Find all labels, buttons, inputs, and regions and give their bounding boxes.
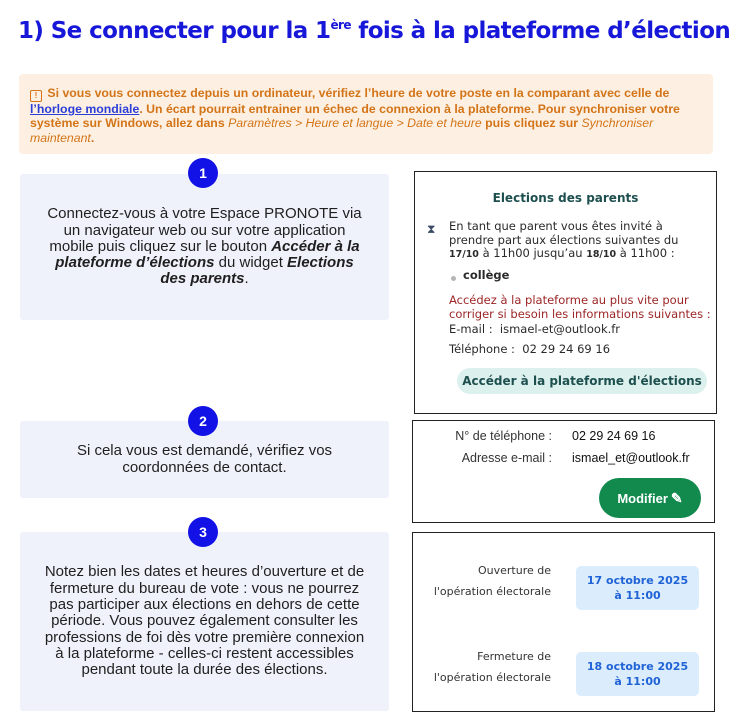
voting-dates-panel (412, 532, 715, 712)
closing-date-badge: 18 octobre 2025 à 11:00 (576, 652, 699, 696)
election-college: collège (463, 268, 510, 282)
widget-phone: Téléphone : 02 29 24 69 16 (449, 342, 611, 356)
email-value: ismael_et@outlook.fr (572, 451, 690, 465)
step-3-instructions: Notez bien les dates et heures d’ouverture et de fermeture du bureau de vote : vous ne pourrez pas participer aux élections en dehors de cette période. Vous pouvez également consulter les professions de foi dès votre première connexion à la plateforme - celles-ci restent accessibles pendant toute la durée des élections. (20, 532, 389, 711)
elections-widget (414, 171, 717, 414)
step-1-badge: 1 (188, 158, 218, 188)
step-1-instructions: Connectez-vous à votre Espace PRONOTE via un navigateur web ou sur votre application mobile puis cliquez sur le bouton Accéder à la plateforme d’élections du widget Elections des parents. (20, 174, 389, 320)
widget-warning: Accédez à la plateforme au plus vite pour corriger si besoin les informations suivantes : (449, 293, 711, 321)
edit-contact-button[interactable]: Modifier ✎ (599, 478, 701, 518)
email-label: Adresse e-mail : (461, 451, 552, 465)
contact-details-panel (412, 420, 715, 523)
pencil-icon: ✎ (670, 490, 683, 506)
hourglass-icon: ⧗ (427, 222, 436, 236)
opening-date-badge: 17 octobre 2025 à 11:00 (576, 566, 699, 610)
step-2-instructions: Si cela vous est demandé, vérifiez vos coordonnées de contact. (20, 421, 389, 498)
closing-label: Fermeture de l'opération électorale (433, 650, 551, 684)
widget-title: Elections des parents (492, 191, 639, 205)
widget-intro: En tant que parent vous êtes invité à prendre part aux élections suivantes du 17/10 à 11h00 jusqu’au 18/10 à 11h00 : (449, 219, 679, 261)
bullet-icon (451, 276, 456, 281)
world-clock-link[interactable]: l’horloge mondiale (30, 102, 140, 116)
exclamation-bubble-icon: ! (30, 90, 42, 102)
phone-value: 02 29 24 69 16 (572, 429, 656, 443)
clock-sync-notice: ! Si vous vous connectez depuis un ordinateur, vérifiez l’heure de votre poste en la comparant avec celle de l’horloge mondiale. Un écart pourrait entrainer un échec de connexion à la plateforme. Pour synchroniser votre système sur Windows, allez dans Paramètres > Heure et langue > Date et heure puis cliquez sur Synchroniser maintenant. (19, 74, 713, 154)
opening-label: Ouverture de l'opération électorale (433, 564, 551, 598)
phone-label: N° de téléphone : (455, 429, 552, 443)
page-title: 1) Se connecter pour la 1ère fois à la plateforme d’élection (18, 18, 731, 44)
access-election-platform-button[interactable]: Accéder à la plateforme d'élections (457, 368, 707, 394)
step-3-badge: 3 (188, 517, 218, 547)
step-2-badge: 2 (188, 406, 218, 436)
widget-email: E-mail : ismael-et@outlook.fr (449, 322, 621, 336)
